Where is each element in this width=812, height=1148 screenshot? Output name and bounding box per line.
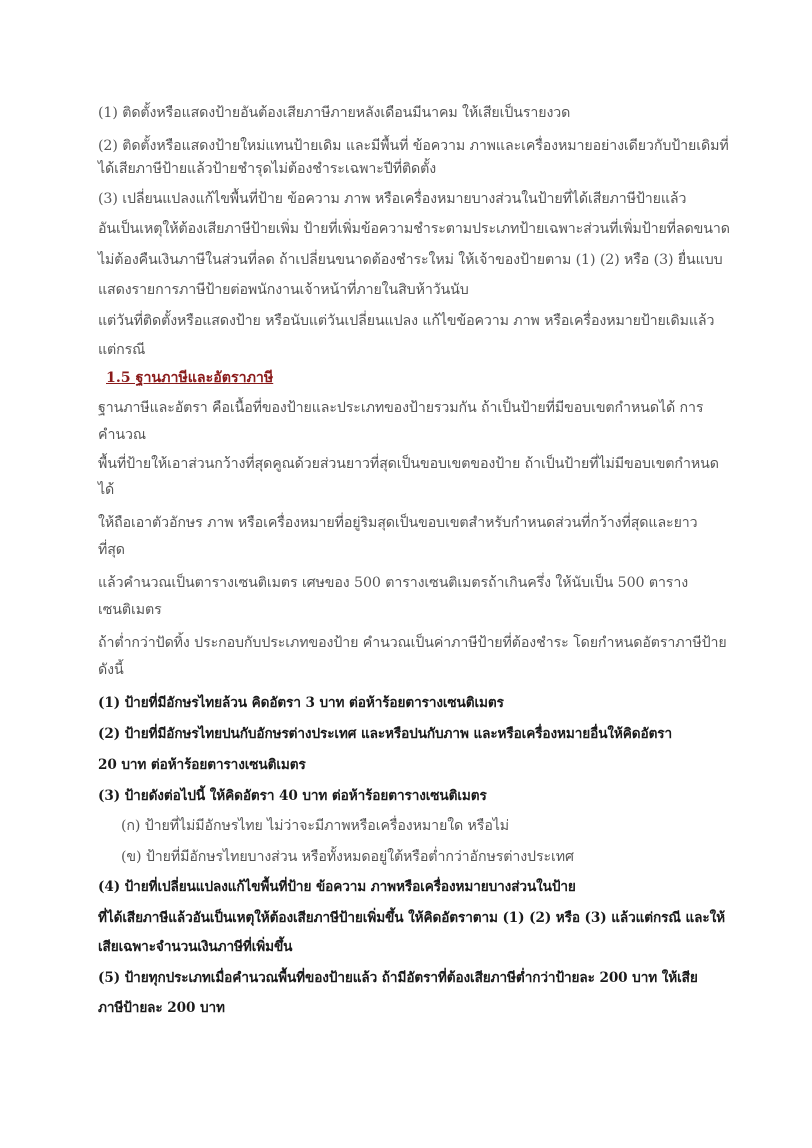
paragraph-line: ไม่ต้องคืนเงินภาษีในส่วนที่ลด ถ้าเปลี่ยนขนาดต้องชำระใหม่ ให้เจ้าของป้ายตาม (1) (2) หรือ (3) ยื่นแบบ <box>98 252 723 268</box>
rate-line: เสียเฉพาะจำนวนเงินภาษีที่เพิ่มขึ้น <box>98 939 293 955</box>
paragraph-line: (3) เปลี่ยนแปลงแก้ไขพื้นที่ป้าย ข้อความ ภาพ หรือเครื่องหมายบางส่วนในป้ายที่ได้เสียภาษีป้ายแล้ว <box>98 191 687 207</box>
paragraph-line: ฐานภาษีและอัตรา คือเนื้อที่ของป้ายและประเภทของป้ายรวมกัน ถ้าเป็นป้ายที่มีขอบเขตกำหนดได้ การ <box>98 400 704 416</box>
rate-line: (3) ป้ายดังต่อไปนี้ ให้คิดอัตรา 40 บาท ต่อห้าร้อยตารางเซนติเมตร <box>98 788 487 804</box>
paragraph-line: แสดงรายการภาษีป้ายต่อพนักงานเจ้าหน้าที่ภายในสิบห้าวันนับ <box>98 282 469 298</box>
paragraph-line: แล้วคำนวณเป็นตารางเซนติเมตร เศษของ 500 ตารางเซนติเมตรถ้าเกินครึ่ง ให้นับเป็น 500 ตาราง <box>98 575 689 591</box>
paragraph-line: ถ้าต่ำกว่าปัดทิ้ง ประกอบกับประเภทของป้าย คำนวณเป็นค่าภาษีป้ายที่ต้องชำระ โดยกำหนดอัตราภาษีป้าย <box>98 635 727 651</box>
paragraph-line: อันเป็นเหตุให้ต้องเสียภาษีป้ายเพิ่ม ป้ายที่เพิ่มข้อความชำระตามประเภทป้ายเฉพาะส่วนที่เพิ่มป้ายที่ลดขนาด <box>98 221 730 237</box>
paragraph-line: แต่วันที่ติดตั้งหรือแสดงป้าย หรือนับแต่วันเปลี่ยนแปลง แก้ไขข้อความ ภาพ หรือเครื่องหมายป้ายเดิมแล้ว <box>98 313 715 329</box>
rate-line: (2) ป้ายที่มีอักษรไทยปนกับอักษรต่างประเทศ และหรือปนกับภาพ และหรือเครื่องหมายอื่นให้คิดอัตรา <box>98 726 673 742</box>
paragraph-line: ให้ถือเอาตัวอักษร ภาพ หรือเครื่องหมายที่อยู่ริมสุดเป็นขอบเขตสำหรับกำหนดส่วนที่กว้างที่สุดและยาว <box>98 515 698 531</box>
paragraph-line: ได้ <box>98 482 115 498</box>
rate-line: (5) ป้ายทุกประเภทเมื่อคำนวณพื้นที่ของป้ายแล้ว ถ้ามีอัตราที่ต้องเสียภาษีต่ำกว่าป้ายละ 200 บาท ให้เสีย <box>98 970 698 986</box>
rate-line: ที่ได้เสียภาษีแล้วอันเป็นเหตุให้ต้องเสียภาษีป้ายเพิ่มขึ้น ให้คิดอัตราตาม (1) (2) หรือ (3) แล้วแต่กรณี และให้ <box>98 910 725 926</box>
paragraph-line: คำนวณ <box>98 427 146 443</box>
paragraph-line: (1) ติดตั้งหรือแสดงป้ายอันต้องเสียภาษีภายหลังเดือนมีนาคม ให้เสียเป็นรายงวด <box>98 105 571 121</box>
paragraph-line: พื้นที่ป้ายให้เอาส่วนกว้างที่สุดคูณด้วยส่วนยาวที่สุดเป็นขอบเขตของป้าย ถ้าเป็นป้ายที่ไม่มีขอบเขตกำหนด <box>98 456 719 472</box>
paragraph-line: ดังนี้ <box>98 662 124 678</box>
rate-line: (4) ป้ายที่เปลี่ยนแปลงแก้ไขพื้นที่ป้าย ข้อความ ภาพหรือเครื่องหมายบางส่วนในป้าย <box>98 879 576 895</box>
paragraph-line: ที่สุด <box>98 542 125 558</box>
paragraph-line: (2) ติดตั้งหรือแสดงป้ายใหม่แทนป้ายเดิม และมีพื้นที่ ข้อความ ภาพและเครื่องหมายอย่างเดียวกับป้ายเดิมที่ <box>98 138 729 154</box>
sub-item-line: (ก) ป้ายที่ไม่มีอักษรไทย ไม่ว่าจะมีภาพหรือเครื่องหมายใด หรือไม่ <box>121 818 510 834</box>
paragraph-line: ได้เสียภาษีป้ายแล้วป้ายชำรุดไม่ต้องชำระเฉพาะปีที่ติดตั้ง <box>98 161 437 177</box>
paragraph-line: แต่กรณี <box>98 342 146 358</box>
sub-item-line: (ข) ป้ายที่มีอักษรไทยบางส่วน หรือทั้งหมดอยู่ใต้หรือต่ำกว่าอักษรต่างประเทศ <box>121 849 574 865</box>
rate-line: 20 บาท ต่อห้าร้อยตารางเซนติเมตร <box>98 757 306 773</box>
section-heading: 1.5 ฐานภาษีและอัตราภาษี <box>106 370 274 386</box>
paragraph-line: เซนติเมตร <box>98 602 162 618</box>
rate-line: (1) ป้ายที่มีอักษรไทยล้วน คิดอัตรา 3 บาท ต่อห้าร้อยตารางเซนติเมตร <box>98 695 504 711</box>
rate-line: ภาษีป้ายละ 200 บาท <box>98 1000 225 1016</box>
